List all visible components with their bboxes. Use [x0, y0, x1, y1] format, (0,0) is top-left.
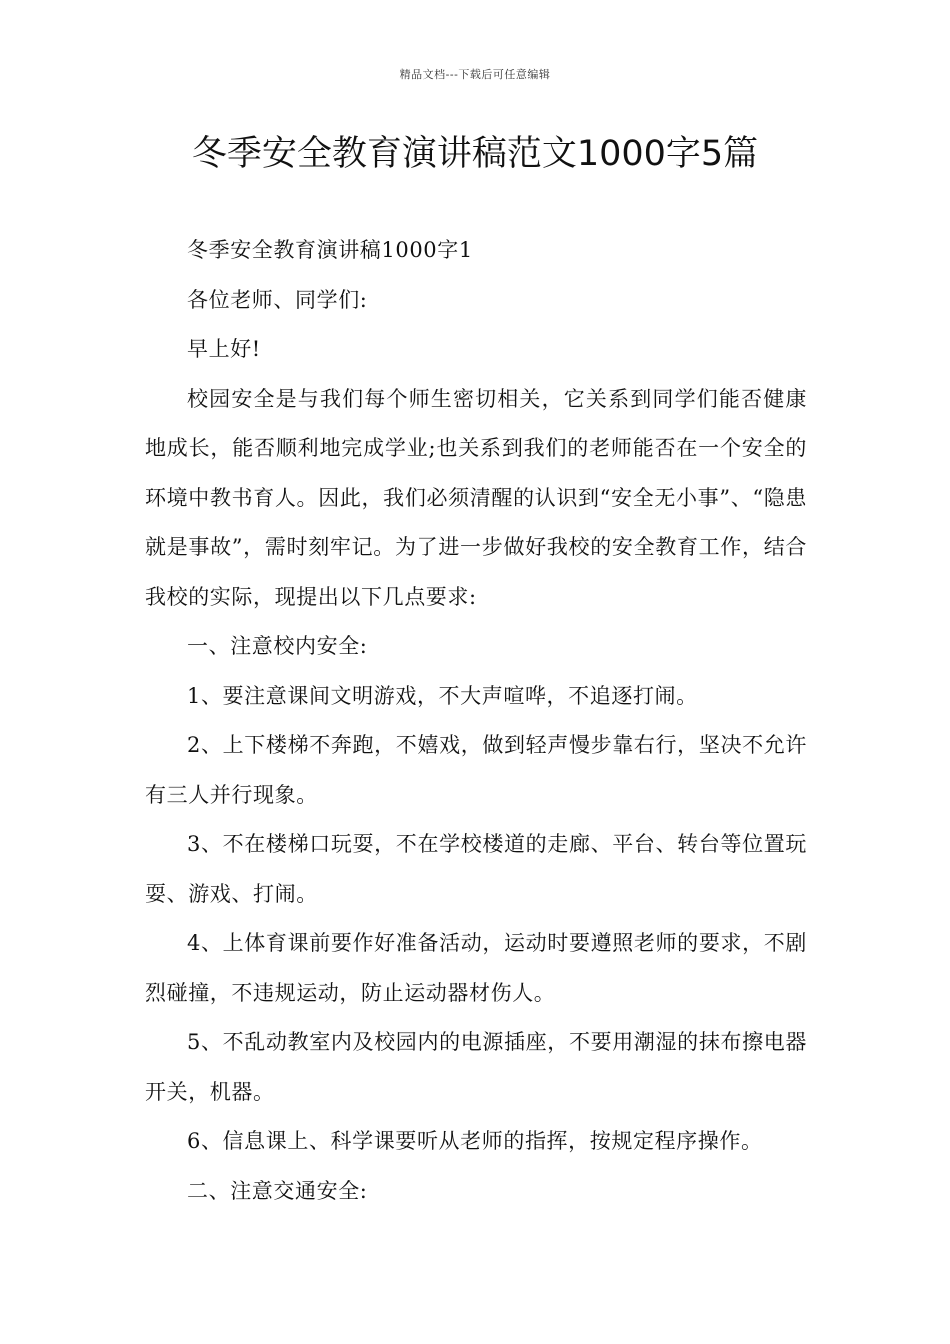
paragraph-rule-4: 4、上体育课前要作好准备活动，运动时要遵照老师的要求，不剧烈碰撞，不违规运动，防止运动器材伤人。: [145, 931, 807, 1005]
paragraph-rule-3: 3、不在楼梯口玩耍，不在学校楼道的走廊、平台、转台等位置玩耍、游戏、打闹。: [145, 832, 807, 906]
paragraph-section-heading: 冬季安全教育演讲稿1000字1: [187, 238, 473, 262]
page-header-note: 精品文档---下载后可任意编辑: [399, 68, 551, 81]
paragraph-heading-campus-safety: 一、注意校内安全:: [187, 634, 368, 658]
paragraph-salutation: 各位老师、同学们:: [187, 287, 368, 312]
paragraph-rule-5: 5、不乱动教室内及校园内的电源插座，不要用潮湿的抹布擦电器开关，机器。: [145, 1030, 807, 1104]
paragraph-heading-traffic-safety: 二、注意交通安全:: [187, 1178, 368, 1203]
paragraph-rule-2: 2、上下楼梯不奔跑，不嬉戏，做到轻声慢步靠右行，坚决不允许有三人并行现象。: [145, 733, 807, 807]
document-body: [145, 226, 807, 1216]
paragraph-rule-6: 6、信息课上、科学课要听从老师的指挥，按规定程序操作。: [187, 1129, 763, 1153]
paragraph-rule-1: 1、要注意课间文明游戏，不大声喧哗，不追逐打闹。: [187, 683, 698, 708]
paragraph-intro: 校园安全是与我们每个师生密切相关，它关系到同学们能否健康地成长，能否顺利地完成学业;也关系到我们的老师能否在一个安全的环境中教书育人。因此，我们必须清醒的认识到“安全无小事”、“隐患就是事故”，需时刻牢记。为了进一步做好我校的安全教育工作，结合我校的实际，现提出以下几点要求:: [145, 386, 807, 609]
document-title: 冬季安全教育演讲稿范文1000字5篇: [191, 134, 759, 174]
paragraph-greeting: 早上好!: [187, 337, 261, 361]
